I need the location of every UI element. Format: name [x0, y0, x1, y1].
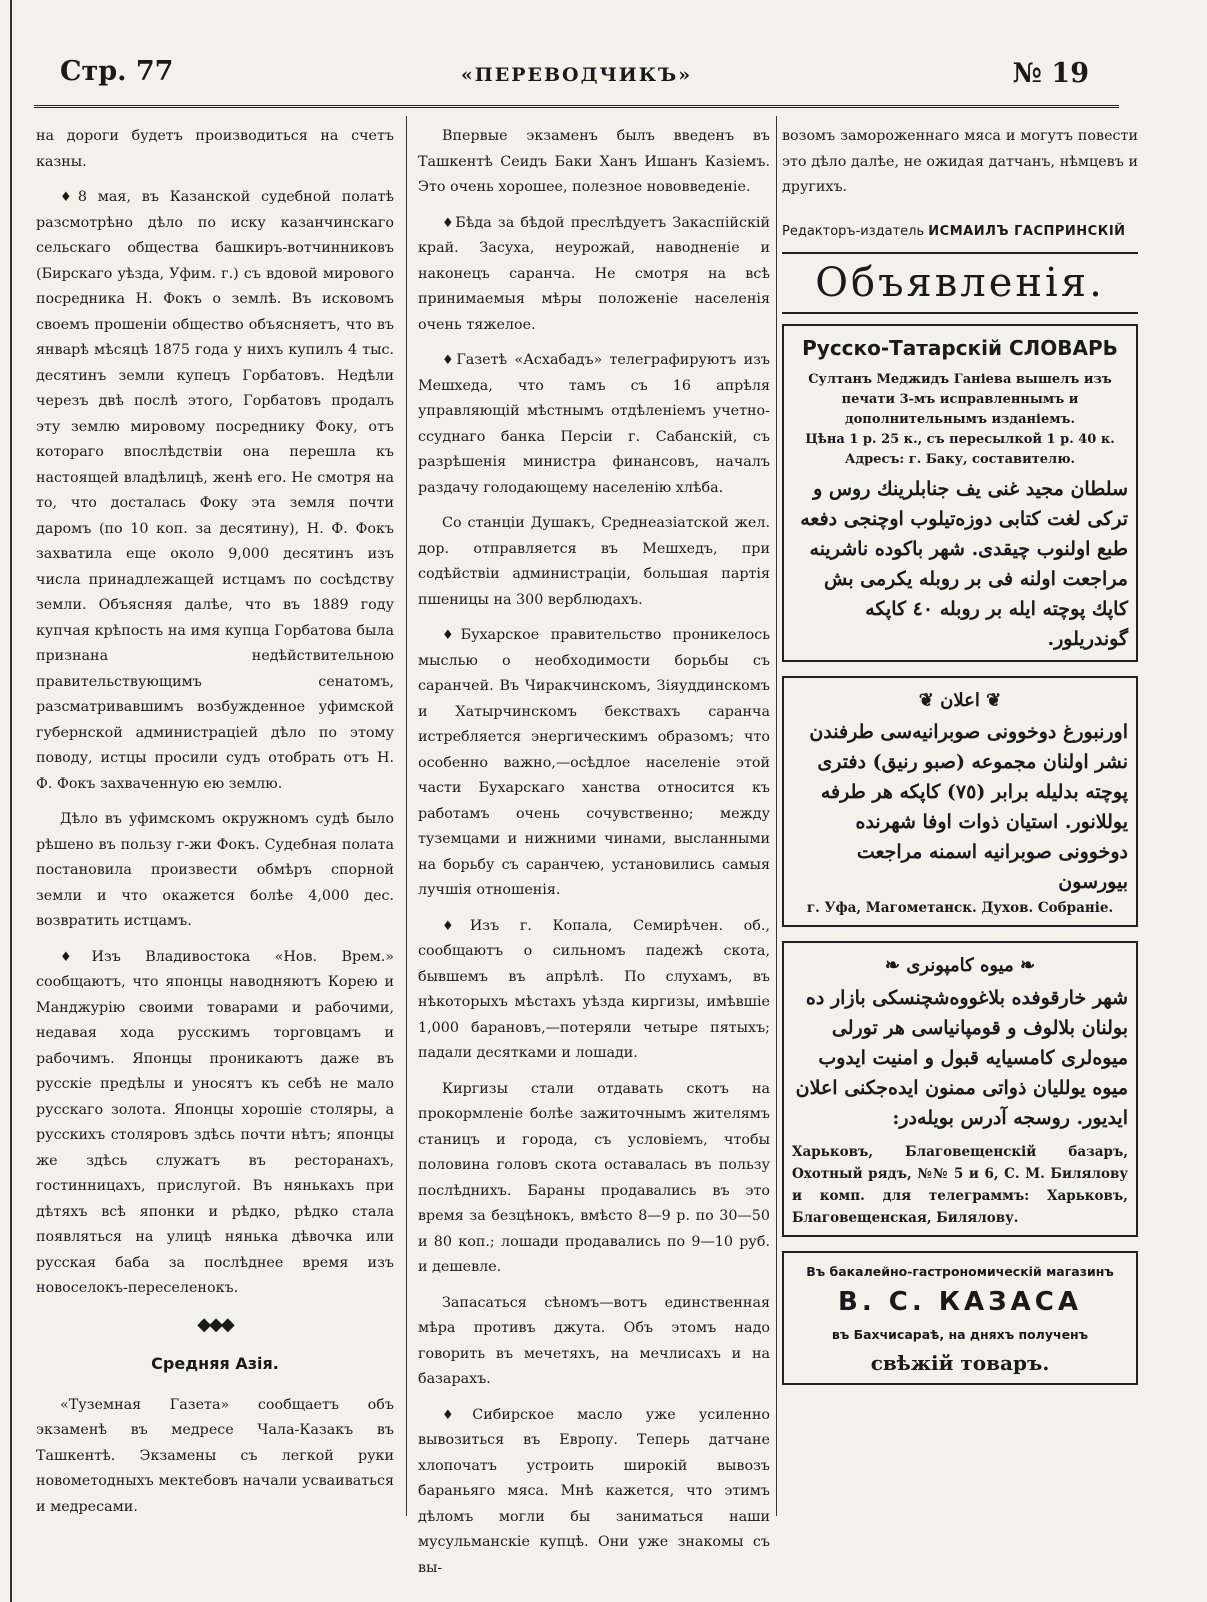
ad-store-name: В. С. КАЗАСА [838, 1287, 1082, 1317]
ad-grocery-store [782, 1251, 1138, 1385]
issue-number: № 19 [1012, 58, 1089, 89]
article-paragraph: на дороги будетъ производиться на счетъ казны. [36, 128, 394, 170]
ad-dictionary [782, 324, 1138, 662]
ad-price: Цѣна 1 р. 25 к., съ пересылкой 1 р. 40 к. [805, 431, 1115, 447]
ad-subtitle: въ Бахчисараѣ, на дняхъ полученъ [831, 1326, 1089, 1342]
ads-title: Объявленія. [782, 252, 1138, 314]
editor-line [782, 219, 1138, 245]
column-2 [418, 124, 770, 1591]
ad-arabic-text: اورنبورغ دوخوونی صوبرانیه‌سی طرفندن نشر اولنان مجموعه (صبو رنیق) دفتری پوچته بدلیله برابر (٧٥) کاپکه هر طرفه یوللانور. استیان ذوات اوفا شهرنده دوخوونی صوبرانیه اسمنه مراجعت بیورسون [809, 721, 1128, 893]
ad-arabic-text: سلطان مجید غنی یف جنابلرینك روس و ترکی لغت کتابی دوزه‌تیلوب اوچنجی دفعه طبع اولنوب چیقدی. شهر باکوده ناشرینه مراجعت اولنه فی بر روبله یکرمی بش کاپك پوچته ایله بر روبله ٤٠ کاپکه گوندریلور. [800, 477, 1128, 650]
article-paragraph: Киргизы стали отдавать скотъ на прокормленіе болѣе зажиточнымъ жителямъ станицъ и города, съ условіемъ, чтобы половина головъ скота оставалась въ пользу послѣднихъ. Бараны продавались въ это время за безцѣнокъ, вмѣсто 8—9 р. по 30—50 и 80 коп.; лошади продавались по 9—10 руб. и дешевле. [418, 1080, 770, 1275]
column-divider-1 [406, 116, 407, 1516]
ornament-icon: ❦ [986, 689, 1002, 711]
ornament-icon: ❧ [1020, 955, 1036, 976]
ad-subtitle: Въ бакалейно-гастрономическій магазинъ [806, 1263, 1114, 1279]
ad-address: Адресъ: г. Баку, составителю. [844, 451, 1076, 467]
column-1 [36, 124, 394, 1530]
ornament-icon: ❧ [884, 955, 900, 976]
ad-announcement [782, 676, 1138, 928]
article-paragraph: Дѣло въ уфимскомъ окружномъ судѣ было рѣшено въ пользу г-жи Фокъ. Судебная полата постановила произвести обмѣръ спорной земли и что окажется болѣе 4,000 дес. возвратить истцамъ. [36, 811, 394, 929]
ornament-icon: ❦ [918, 689, 934, 711]
newspaper-title: «ПЕРЕВОДЧИКЪ» [460, 64, 693, 86]
page-edge [10, 0, 12, 1602]
editor-label: Редакторъ-издатель [782, 223, 925, 239]
article-paragraph: Со станціи Душакъ, Среднеазіатской жел. дор. отправляется въ Мешхедъ, при содѣйствіи администраціи, большая партія пшеницы на 300 верблюдахъ. [418, 515, 770, 608]
section-separator: ◆◆◆ [197, 1313, 233, 1335]
ad-goods: свѣжій товаръ. [870, 1351, 1050, 1375]
ad-footer: г. Уфа, Магометанск. Духов. Собраніе. [806, 900, 1114, 916]
ad-arabic-text: شهر خارقوفده بلاغووه‌شچنسکی بازار ده بولنان بلالوف و قومپانیاسی هر تورلی میوه‌لری کامسیایه قبول و امنیت ایدوب میوه یوللیان ذواتی ممنون ایده‌جکنی اعلان ایدیور. روسجه آدرس بویله‌در: [795, 986, 1128, 1129]
header-rule [34, 105, 1119, 108]
article-paragraph: ♦ Бѣда за бѣдой преслѣдуетъ Закаспійскій край. Засуха, неурожай, наводненіе и наконецъ саранча. Не смотря на всѣ принимаемыя мѣры положеніе населенія очень тяжелое. [418, 211, 770, 339]
article-paragraph: возомъ замороженнаго мяса и могутъ повести это дѣло далѣе, не ожидая датчанъ, нѣмцевъ и другихъ. [782, 128, 1138, 195]
article-paragraph: Запасаться сѣномъ—вотъ единственная мѣра противъ джута. Объ этомъ надо говорить въ мечетяхъ, на мечлисахъ и на базарахъ. [418, 1294, 770, 1387]
article-paragraph: ♦ 8 мая, въ Казанской судебной полатѣ разсмотрѣно дѣло по иску казанчинскаго сельскаго общества башкиръ-вотчинниковъ (Бирскаго уѣзда, Уфим. г.) съ вдовой мирового посредника Н. Фокъ о землѣ. Въ исковомъ своемъ прошеніи общество объясняетъ, что въ январѣ мѣсяцѣ 1875 года у нихъ купилъ 4 тыс. десятинъ земли купецъ Горбатовъ. Недѣли черезъ двѣ послѣ этого, Горбатовъ продалъ эту землю мировому посреднику Фоку, отъ котораго впослѣдствіи она перешла къ настоящей владѣлицѣ, женѣ его. Не смотря на то, что досталась Фоку эта земля почти даромъ (по 10 коп. за десятину), Н. Ф. Фокъ захватила еще около 9,000 десятинъ изъ числа принадлежащей истцамъ по сосѣдству земли. Объясняя далѣе, что въ 1889 году купчая крѣпость на имя купца Горбатова была признана недѣйствительною правительствующимъ сенатомъ, разсматривавшимъ возбужденное уфимской губернской администраціей дѣло по этому поводу, истцы просили судъ отобрать отъ Н. Ф. Фокъ захваченную ею землю. [36, 185, 394, 797]
ad-heading-line [792, 688, 1128, 714]
article-paragraph: ♦ Сибирское масло уже усиленно вывозиться въ Европу. Теперь датчане хлопочатъ устроить широкій вывозъ бараньяго мяса. Мнѣ кажется, что этимъ дѣломъ могли бы заниматься наши мусульманскіе купцѣ. Они уже знакомы съ вы- [418, 1403, 770, 1582]
page-header [34, 52, 1119, 102]
article-paragraph: «Туземная Газета» сообщаетъ объ экзаменѣ въ медресе Чала-Казакъ въ Ташкентѣ. Экзамены съ легкой руки новометодныхъ мектебовъ начали усваиваться и медресами. [36, 1396, 394, 1515]
article-paragraph: ♦ Изъ Владивостока «Нов. Врем.» сообщаютъ, что японцы наводняютъ Корею и Манджурію своими товарами и рабочими, недавая хода русскимъ торговцамъ и рабочимъ. Японцы проникаютъ даже въ русскіе предѣлы и уносятъ къ себѣ не мало русскаго золота. Японцы хорошіе столяры, а русскихъ столяровъ здѣсь почти нѣтъ; японцы же здѣсь служатъ въ ресторанахъ, гостинницахъ, прислугой. Въ нянькахъ при дѣтяхъ всѣ японки и рѣдко, рѣдко стала появляться на улицѣ нянька дѣвочка или русская баба за послѣднее время изъ новоселокъ-переселенокъ. [36, 945, 394, 1302]
page-number: Стр. 77 [60, 56, 174, 87]
editor-name: ИСМАИЛЪ ГАСПРИНСКІЙ [928, 223, 1126, 239]
ad-fruit-commission [782, 941, 1138, 1237]
ad-heading: اعلان [940, 689, 980, 711]
article-paragraph: ♦ Газетѣ «Асхабадъ» телеграфируютъ изъ Мешхеда, что тамъ съ 16 апрѣля управляющій мѣстнымъ отдѣленіемъ учетно-ссуднаго банка Персіи г. Сабанскій, съ разрѣшенія министра финансовъ, началъ раздачу голодающему населенію хлѣба. [418, 348, 770, 501]
article-paragraph: Впервые экзаменъ былъ введенъ въ Ташкентѣ Сеидъ Баки Ханъ Ишанъ Казіемъ. Это очень хорошее, полезное нововведеніе. [418, 128, 770, 195]
column-3 [782, 124, 1138, 1399]
ad-title: Русско-Татарскій СЛОВАРЬ [802, 336, 1118, 360]
ad-heading: میوه کامپونری [906, 955, 1014, 976]
column-divider-2 [776, 116, 777, 1516]
article-paragraph: ♦ Изъ г. Копала, Семирѣчен. об., сообщаютъ о сильномъ падежѣ скота, бывшемъ въ апрѣлѣ. По слухамъ, въ нѣкоторыхъ мѣстахъ уѣзда киргизы, имѣвшіе 1,000 барановъ,—потеряли четыре пятыхъ; падали десятками и лошади. [418, 914, 770, 1067]
ad-body: Султанъ Меджидъ Ганіева вышелъ изъ печати 3-мъ исправленнымъ и дополнительнымъ изданіемъ. [808, 371, 1112, 427]
article-paragraph: ♦ Бухарское правительство проникелось мыслью о необходимости борьбы съ саранчей. Въ Чиракчинскомъ, Зіяуддинскомъ и Хатырчинскомъ бекствахъ саранча истребляется энергическимъ образомъ; что особенно важно,—осѣдлое населеніе этой части Бухарскаго ханства относится къ работамъ очень сочувственно; между туземцами и нижними чинами, высланными на борьбу съ саранчею, установились самыя лучшія отношенія. [418, 623, 770, 904]
ad-heading-line [792, 953, 1128, 979]
ad-contact: Харьковъ, Благовещенскій базаръ, Охотный рядъ, №№ 5 и 6, С. М. Билялову и комп. для телеграммъ: Харьковъ, Благовещенская, Билялову. [792, 1143, 1128, 1226]
section-heading: Средняя Азія. [151, 1354, 279, 1373]
